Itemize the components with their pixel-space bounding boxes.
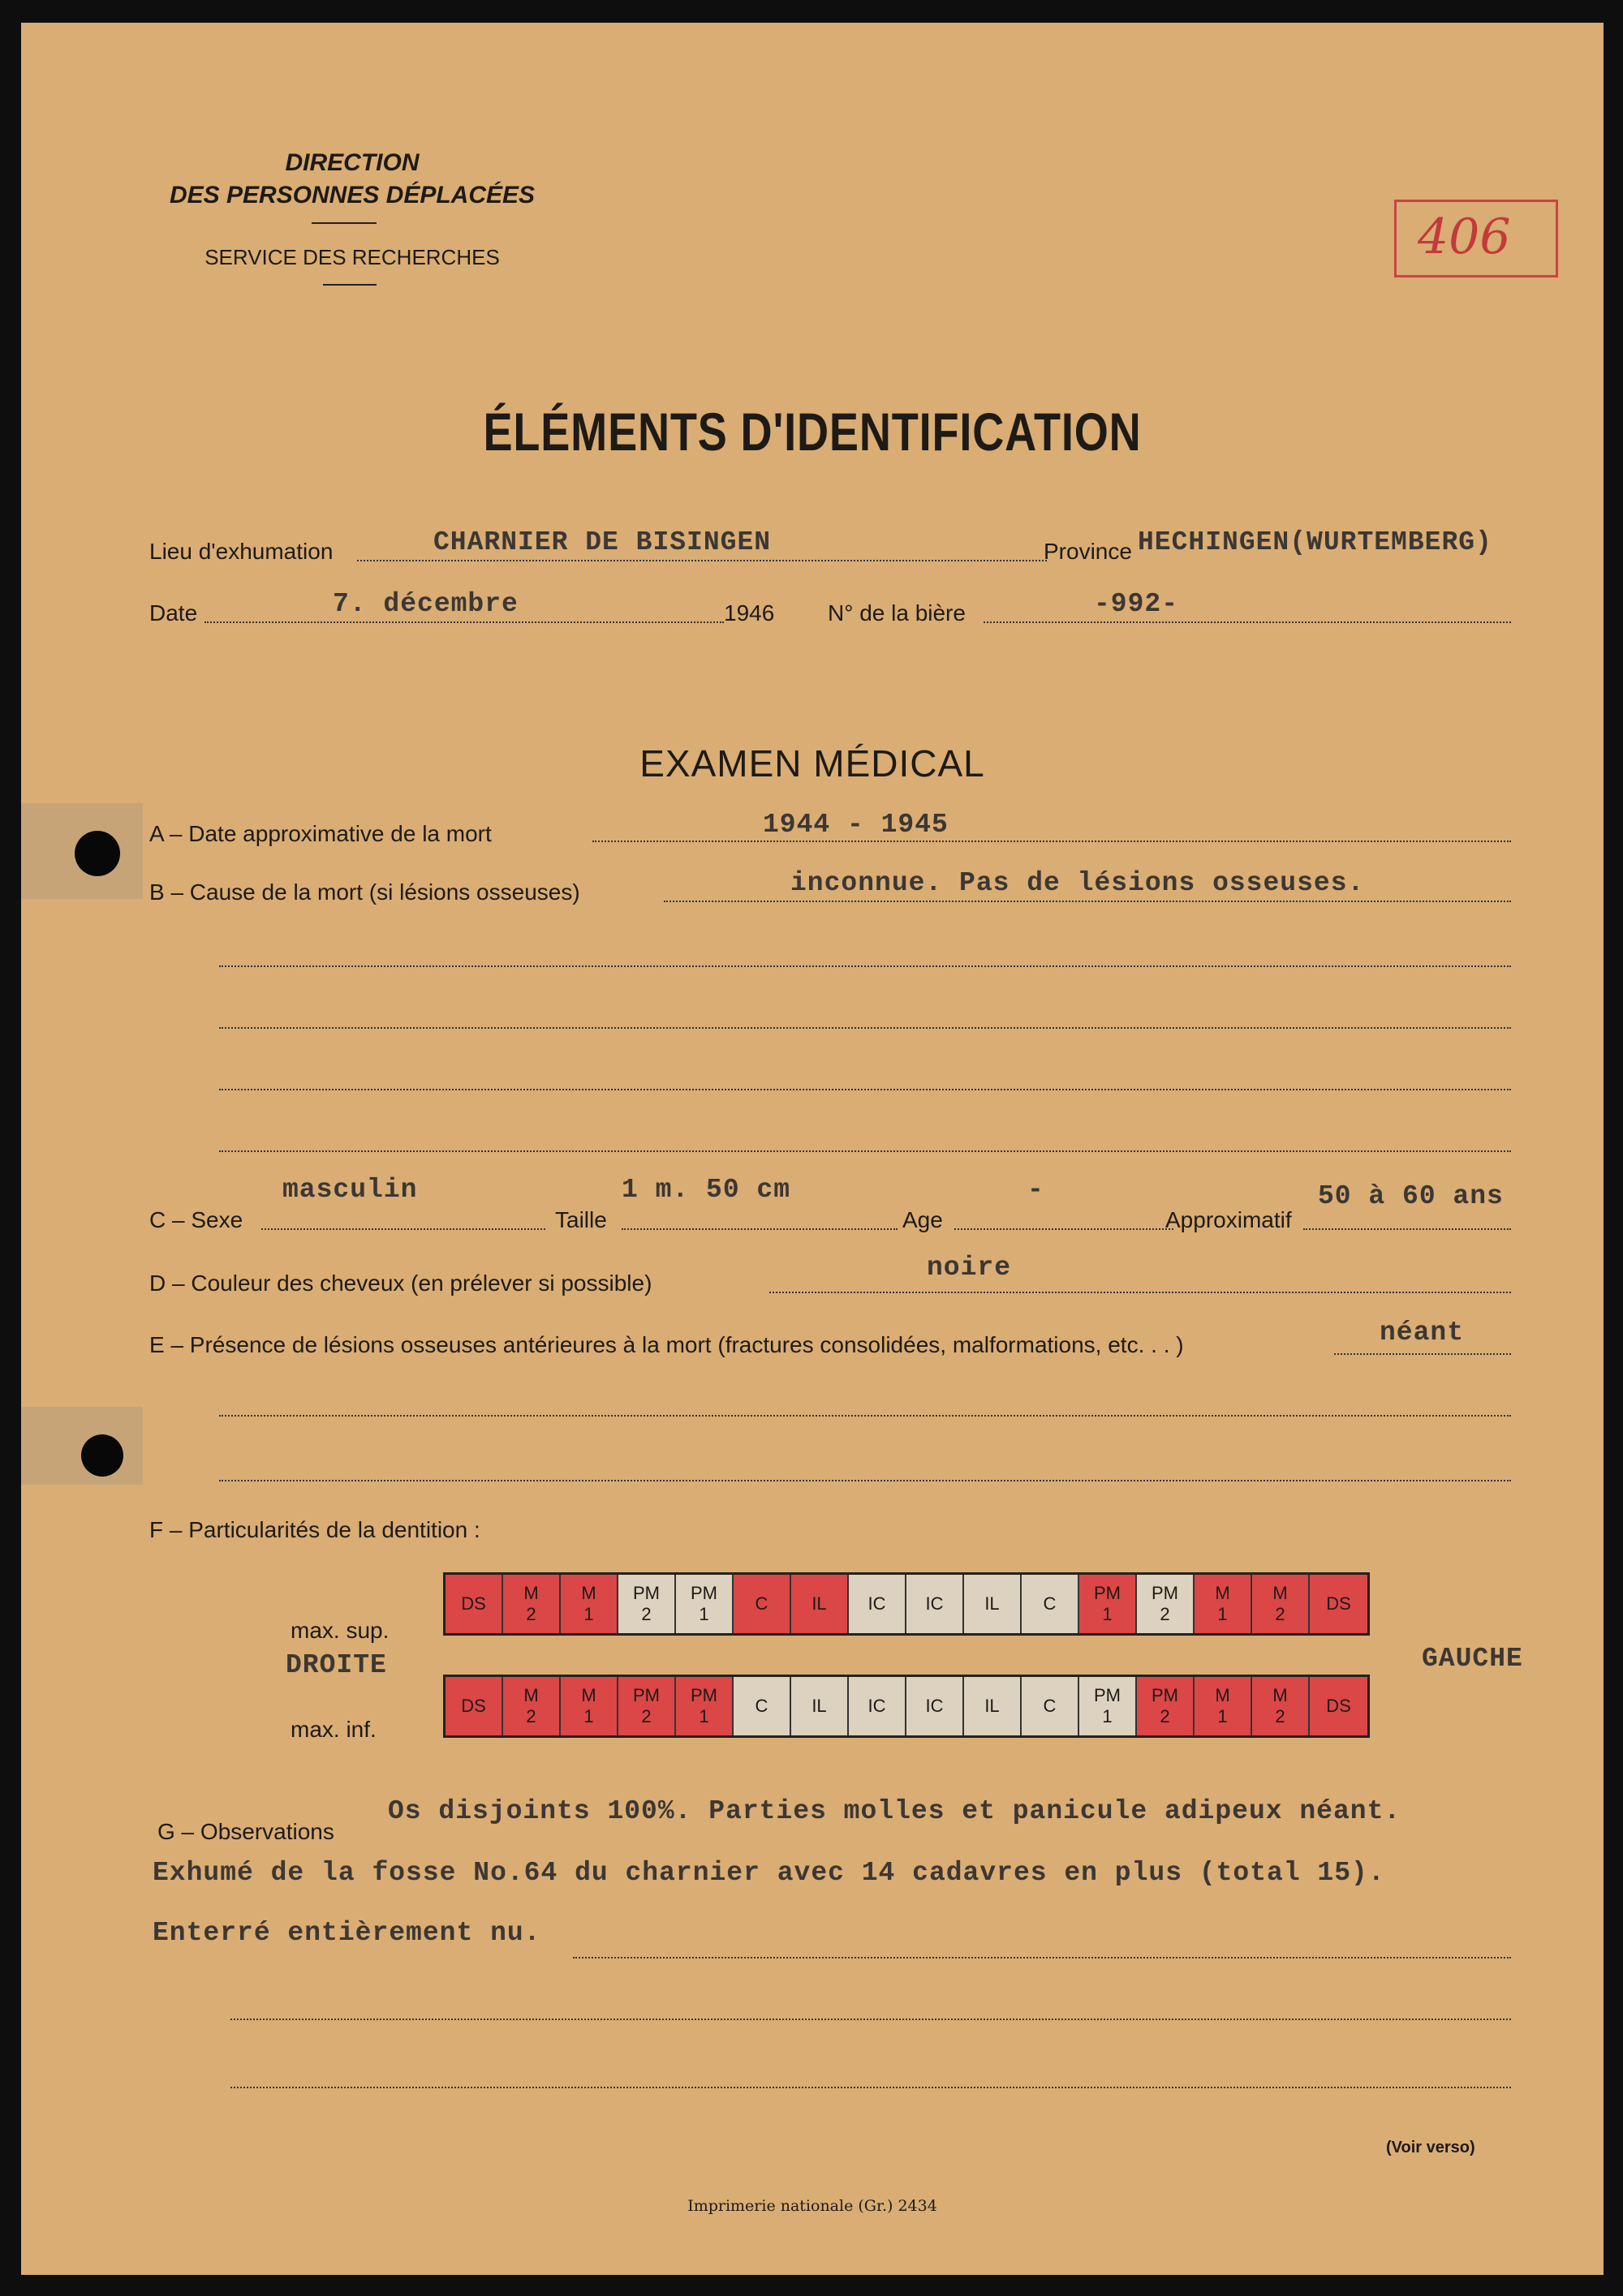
dotted-line: [1334, 1353, 1511, 1355]
tooth-number: 1: [583, 1706, 594, 1726]
tooth-lower-7: [791, 1677, 849, 1735]
tooth-label: IL: [812, 1593, 827, 1614]
dotted-line: [357, 560, 1047, 561]
dotted-line: [219, 1027, 1511, 1029]
droite-label: DROITE: [286, 1650, 387, 1680]
b-value: inconnue. Pas de lésions osseuses.: [790, 868, 1365, 898]
tooth-upper-4: [618, 1575, 676, 1633]
form-page: [21, 23, 1604, 2275]
lieu-label: Lieu d'exhumation: [149, 539, 334, 564]
tooth-lower-9: [906, 1677, 964, 1735]
max-inf-label: max. inf.: [291, 1717, 377, 1742]
dotted-line: [219, 1150, 1511, 1152]
voir-verso: (Voir verso): [1386, 2139, 1475, 2156]
a-value: 1944 - 1945: [763, 810, 949, 840]
approx-label: Approximatif: [1165, 1207, 1292, 1232]
punch-hole: [81, 1434, 123, 1477]
tooth-label: PM: [691, 1583, 717, 1603]
tooth-upper-7: [791, 1575, 849, 1633]
tooth-upper-10: [964, 1575, 1022, 1633]
document-title: ÉLÉMENTS D'IDENTIFICATION: [483, 402, 1142, 462]
tooth-lower-2: [503, 1677, 561, 1735]
tooth-lower-12: [1079, 1677, 1137, 1735]
tooth-label: M: [1272, 1583, 1288, 1603]
tooth-number: 2: [1160, 1604, 1170, 1624]
tooth-lower-13: [1137, 1677, 1195, 1735]
lieu-value: CHARNIER DE BISINGEN: [433, 527, 772, 557]
tooth-label: IL: [984, 1696, 1000, 1716]
binder-strip: [21, 1407, 143, 1485]
tooth-number: 2: [1275, 1706, 1285, 1726]
header-persons: DES PERSONNES DÉPLACÉES: [169, 182, 536, 209]
tooth-lower-1: [446, 1677, 503, 1735]
taille-label: Taille: [555, 1207, 607, 1232]
tooth-label: IC: [925, 1593, 944, 1614]
tooth-number: 1: [583, 1604, 594, 1624]
province-label: Province: [1044, 539, 1132, 564]
tooth-upper-8: [849, 1575, 906, 1633]
dotted-line: [954, 1228, 1173, 1230]
tooth-label: C: [755, 1696, 768, 1716]
dotted-line: [622, 1228, 898, 1230]
divider: [312, 222, 377, 224]
tooth-number: 2: [641, 1604, 652, 1624]
tooth-label: M: [1215, 1685, 1230, 1705]
tooth-upper-11: [1022, 1575, 1079, 1633]
tooth-label: M: [523, 1583, 539, 1603]
tooth-label: PM: [1152, 1583, 1178, 1603]
tooth-lower-3: [561, 1677, 618, 1735]
age-label: Age: [902, 1207, 943, 1232]
date-label: Date: [149, 600, 198, 626]
observations-line1: Os disjoints 100%. Parties molles et panicule adipeux néant.: [388, 1796, 1401, 1826]
tooth-label: IC: [925, 1696, 944, 1716]
dotted-line: [592, 841, 1511, 842]
tooth-upper-6: [734, 1575, 791, 1633]
biere-label: N° de la bière: [828, 600, 966, 626]
a-label: A – Date approximative de la mort: [149, 821, 492, 846]
b-label: B – Cause de la mort (si lésions osseuses): [149, 879, 580, 905]
tooth-lower-15: [1252, 1677, 1310, 1735]
tooth-upper-9: [906, 1575, 964, 1633]
age-value: -: [1027, 1175, 1044, 1205]
tooth-label: PM: [633, 1685, 660, 1705]
tooth-number: 2: [526, 1604, 536, 1624]
tooth-label: PM: [633, 1583, 660, 1603]
tooth-upper-3: [561, 1575, 618, 1633]
tooth-lower-5: [676, 1677, 734, 1735]
year-value: 1946: [724, 600, 775, 626]
tooth-lower-10: [964, 1677, 1022, 1735]
tooth-label: IC: [867, 1696, 886, 1716]
e-value: néant: [1380, 1318, 1465, 1348]
tooth-label: M: [581, 1685, 596, 1705]
tooth-number: 1: [699, 1706, 709, 1726]
tooth-label: PM: [1152, 1685, 1178, 1705]
dotted-line: [664, 901, 1511, 902]
tooth-label: M: [581, 1583, 596, 1603]
taille-value: 1 m. 50 cm: [622, 1175, 791, 1205]
max-sup-label: max. sup.: [291, 1618, 390, 1643]
upper-dentition-row: [443, 1572, 1370, 1636]
dotted-line: [769, 1292, 1511, 1293]
observations-label: G – Observations: [157, 1819, 334, 1844]
tooth-upper-15: [1252, 1575, 1310, 1633]
tooth-number: 1: [1217, 1706, 1228, 1726]
tooth-number: 2: [1275, 1604, 1285, 1624]
dotted-line: [573, 1957, 1511, 1958]
observations-line3: Enterré entièrement nu.: [153, 1918, 541, 1948]
tooth-upper-16: [1310, 1575, 1367, 1633]
divider: [323, 284, 377, 286]
tooth-number: 2: [641, 1706, 652, 1726]
tooth-label: PM: [691, 1685, 717, 1705]
tooth-number: 1: [699, 1604, 709, 1624]
dotted-line: [219, 965, 1511, 967]
tooth-upper-14: [1195, 1575, 1252, 1633]
tooth-label: IL: [984, 1593, 1000, 1614]
tooth-label: M: [1215, 1583, 1230, 1603]
f-label: F – Particularités de la dentition :: [149, 1517, 480, 1542]
header-service: SERVICE DES RECHERCHES: [204, 245, 500, 269]
dotted-line: [204, 621, 724, 623]
tooth-lower-14: [1195, 1677, 1252, 1735]
tooth-label: DS: [1326, 1696, 1351, 1716]
d-label: D – Couleur des cheveux (en prélever si possible): [149, 1271, 652, 1296]
tooth-label: DS: [461, 1593, 486, 1614]
tooth-number: 1: [1102, 1706, 1113, 1726]
file-number: 406: [1418, 209, 1511, 265]
approx-value: 50 à 60 ans: [1318, 1181, 1504, 1211]
tooth-label: C: [755, 1593, 768, 1614]
tooth-lower-6: [734, 1677, 791, 1735]
tooth-lower-11: [1022, 1677, 1079, 1735]
punch-hole: [75, 831, 120, 876]
tooth-lower-8: [849, 1677, 906, 1735]
tooth-upper-12: [1079, 1575, 1137, 1633]
tooth-number: 2: [1160, 1706, 1170, 1726]
header-direction: DIRECTION: [285, 149, 420, 176]
biere-value: -992-: [1094, 589, 1179, 619]
tooth-lower-4: [618, 1677, 676, 1735]
tooth-label: C: [1043, 1593, 1057, 1614]
tooth-label: IL: [812, 1696, 827, 1716]
tooth-number: 2: [526, 1706, 536, 1726]
tooth-label: PM: [1094, 1685, 1121, 1705]
dotted-line: [230, 2019, 1511, 2020]
date-value: 7. décembre: [333, 589, 519, 619]
exam-heading: EXAMEN MÉDICAL: [639, 742, 985, 785]
tooth-lower-16: [1310, 1677, 1367, 1735]
tooth-upper-2: [503, 1575, 561, 1633]
c-label: C – Sexe: [149, 1207, 243, 1232]
file-number-stamp: [1394, 200, 1558, 277]
gauche-label: GAUCHE: [1422, 1644, 1523, 1674]
d-value: noire: [927, 1253, 1012, 1283]
tooth-upper-13: [1137, 1575, 1195, 1633]
dotted-line: [984, 621, 1511, 623]
tooth-label: PM: [1094, 1583, 1121, 1603]
tooth-label: DS: [1326, 1593, 1351, 1614]
tooth-upper-5: [676, 1575, 734, 1633]
dotted-line: [261, 1228, 545, 1230]
dotted-line: [219, 1089, 1511, 1090]
tooth-label: M: [1272, 1685, 1288, 1705]
tooth-label: M: [523, 1685, 539, 1705]
lower-dentition-row: [443, 1675, 1370, 1738]
observations-line2: Exhumé de la fosse No.64 du charnier avec 14 cadavres en plus (total 15).: [153, 1858, 1385, 1888]
dotted-line: [1303, 1228, 1511, 1230]
c-value: masculin: [282, 1175, 418, 1205]
tooth-number: 1: [1102, 1604, 1113, 1624]
tooth-label: IC: [867, 1593, 886, 1614]
printer-note: Imprimerie nationale (Gr.) 2434: [687, 2197, 937, 2215]
dotted-line: [230, 2087, 1511, 2088]
tooth-number: 1: [1217, 1604, 1228, 1624]
e-label: E – Présence de lésions osseuses antérieures à la mort (fractures consolidées, malformations, etc. . . ): [149, 1332, 1184, 1357]
dotted-line: [219, 1480, 1511, 1481]
dotted-line: [219, 1415, 1511, 1417]
province-value: HECHINGEN(WURTEMBERG): [1138, 527, 1492, 557]
tooth-upper-1: [446, 1575, 503, 1633]
tooth-label: C: [1043, 1696, 1057, 1716]
tooth-label: DS: [461, 1696, 486, 1716]
